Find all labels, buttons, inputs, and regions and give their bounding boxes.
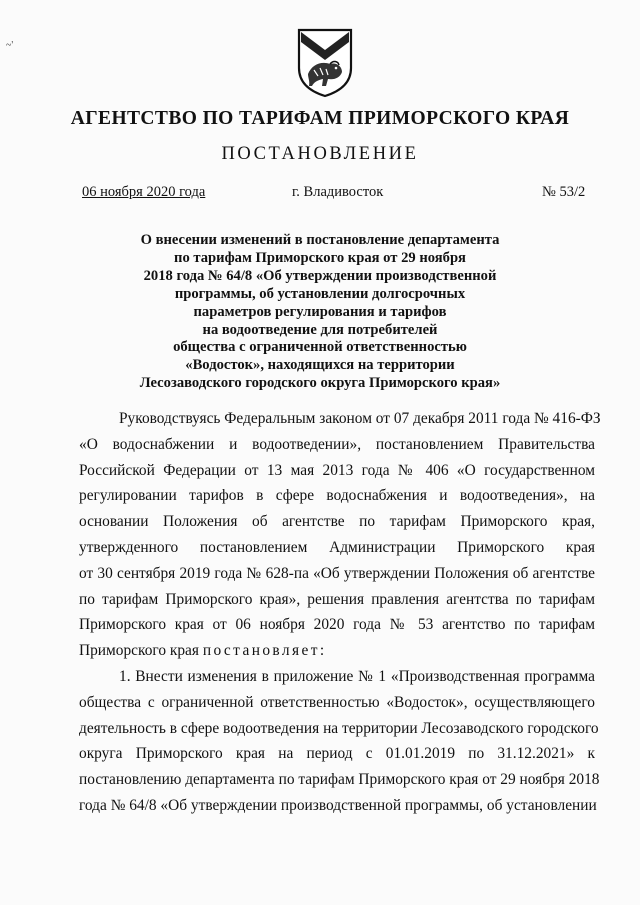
title-line: на водоотведение для потребителей [202, 321, 438, 338]
body-line: 1. Внести изменения в приложение № 1 «Производственная программа [119, 667, 595, 685]
body-line-text: Приморского края [79, 642, 203, 660]
document-body [0, 406, 640, 819]
title-line: 2018 года № 64/8 «Об утверждении производственной [143, 267, 497, 284]
document-type: ПОСТАНОВЛЕНИЕ [221, 144, 419, 164]
title-line: общества с ограниченной ответственностью [173, 339, 467, 356]
agency-name: АГЕНТСТВО ПО ТАРИФАМ ПРИМОРСКОГО КРАЯ [70, 108, 570, 129]
body-line: «О водоснабжении и водоотведении», постановлением Правительства [79, 435, 595, 453]
title-line: «Водосток», находящихся на территории [185, 357, 455, 374]
body-line: постановлению департамента по тарифам Приморского края от 29 ноября 2018 [79, 771, 600, 789]
margin-mark: ~' [6, 40, 14, 51]
title-line: по тарифам Приморского края от 29 ноября [174, 249, 466, 266]
body-line: года № 64/8 «Об утверждении производственной программы, об установлении [79, 796, 597, 814]
body-line: Российской Федерации от 13 мая 2013 года № 406 «О государственном [79, 461, 595, 479]
body-line: регулировании тарифов в сфере водоснабжения и водоотведения», на [79, 487, 595, 505]
resolve-word: постановляет: [202, 642, 327, 660]
title-line: О внесении изменений в постановление департамента [140, 232, 500, 248]
body-line: утвержденного постановлением Администрации Приморского края [79, 538, 595, 556]
title-line: параметров регулирования и тарифов [193, 303, 447, 320]
body-line: Руководствуясь Федеральным законом от 07 декабря 2011 года № 416-ФЗ [119, 410, 601, 427]
document-city: г. Владивосток [292, 184, 384, 200]
title-line: программы, об установлении долгосрочных [174, 285, 466, 302]
document-date: 06 ноября 2020 года [82, 184, 206, 200]
body-line: основании Положения об агентстве по тарифам Приморского края, [79, 513, 595, 531]
body-line-resolve [79, 638, 640, 664]
body-line: округа Приморского края на период с 01.01.2019 по 31.12.2021» к [79, 745, 595, 763]
body-line: Приморского края от 06 ноября 2020 года № 53 агентство по тарифам [79, 616, 595, 634]
coat-of-arms-emblem [296, 28, 354, 98]
body-line: от 30 сентября 2019 года № 628-па «Об утверждении Положения об агентстве [79, 564, 595, 582]
body-line: по тарифам Приморского края», решения правления агентства по тарифам [79, 590, 595, 608]
document-number: № 53/2 [542, 184, 586, 200]
title-line: Лесозаводского городского округа Приморского края» [139, 375, 501, 392]
document-title [60, 232, 580, 393]
body-line: общества с ограниченной ответственностью «Водосток», осуществляющего [79, 693, 595, 711]
body-line: деятельность в сфере водоотведения на территории Лесозаводского городского [79, 719, 599, 737]
